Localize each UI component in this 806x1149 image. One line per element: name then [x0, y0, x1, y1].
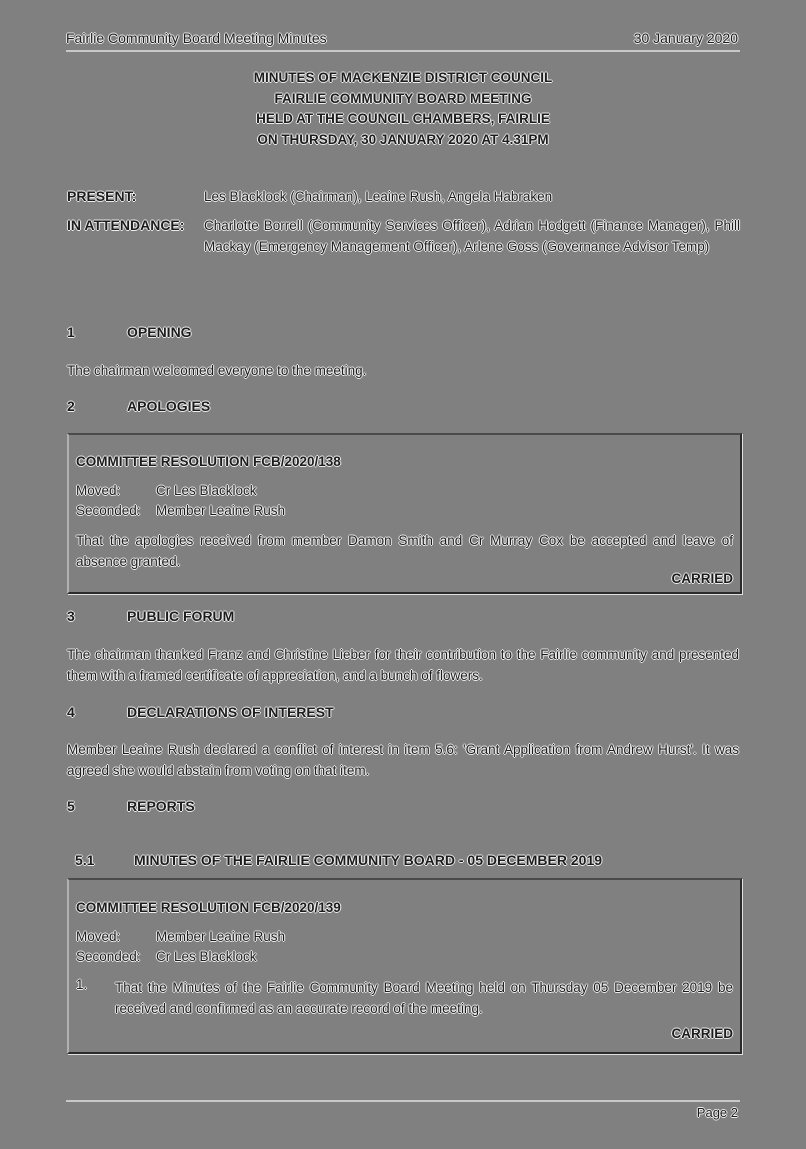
- document-title: [0, 68, 806, 150]
- section-number: 2: [67, 398, 75, 414]
- seconded-label: Seconded:: [76, 949, 141, 964]
- title-line-2: FAIRLIE COMMUNITY BOARD MEETING: [274, 90, 532, 106]
- moved-row: [76, 929, 285, 944]
- resolution-title: COMMITTEE RESOLUTION FCB/2020/139: [76, 900, 341, 915]
- section-title-public-forum: PUBLIC FORUM: [127, 608, 235, 624]
- section-body-declarations: Member Leaine Rush declared a conflict of interest in item 5.6: 'Grant Application from Andrew Hurst'. It was agreed she would abstain from voting on that item.: [67, 742, 739, 778]
- resolution-box: [67, 433, 742, 594]
- title-line-3: HELD AT THE COUNCIL CHAMBERS, FAIRLIE: [256, 111, 550, 126]
- present-value: Les Blacklock (Chairman), Leaine Rush, Angela Habraken: [204, 189, 553, 204]
- footer-divider: [66, 1100, 740, 1102]
- moved-value: Cr Les Blacklock: [156, 483, 257, 498]
- title-line-1: MINUTES OF MACKENZIE DISTRICT COUNCIL: [253, 70, 553, 85]
- resolution-title: COMMITTEE RESOLUTION FCB/2020/138: [76, 454, 341, 469]
- resolution-body: That the apologies received from member Damon Smith and Cr Murray Cox be accepted and leave of absence granted.: [76, 533, 733, 569]
- section-number: 1: [67, 324, 75, 340]
- moved-value: Member Leaine Rush: [156, 929, 286, 944]
- resolution-body: That the Minutes of the Fairlie Community Board Meeting held on Thursday 05 December 2019 be received and confirmed as an accurate record of the meeting.: [115, 980, 733, 1016]
- seconded-value: Member Leaine Rush: [156, 503, 286, 518]
- section-number: 4: [67, 704, 75, 720]
- running-header-title: Fairlie Community Board Meeting Minutes: [66, 30, 327, 46]
- subsection-number: 5.1: [75, 852, 95, 868]
- header-divider: [66, 50, 740, 52]
- subsection-title: MINUTES OF THE FAIRLIE COMMUNITY BOARD - 05 DECEMBER 2019: [134, 852, 603, 868]
- section-body-opening: The chairman welcomed everyone to the meeting.: [67, 363, 367, 378]
- moved-label: Moved:: [76, 929, 121, 944]
- present-label: PRESENT:: [67, 188, 137, 204]
- section-title-opening: OPENING: [127, 324, 192, 340]
- section-title-apologies: APOLOGIES: [127, 398, 211, 414]
- seconded-value: Cr Les Blacklock: [156, 949, 257, 964]
- resolution-status: CARRIED: [671, 571, 733, 586]
- seconded-row: [76, 949, 257, 964]
- moved-label: Moved:: [76, 483, 121, 498]
- attendance-value: Charlotte Borrell (Community Services Officer), Adrian Hodgett (Finance Manager), Phill Mackay (Emergency Management Officer), Arlene Goss (Governance Advisor Temp): [204, 218, 740, 254]
- title-line-4: ON THURSDAY, 30 JANUARY 2020 AT 4.31PM: [257, 131, 549, 147]
- seconded-label: Seconded:: [76, 503, 141, 518]
- section-title-reports: REPORTS: [127, 798, 195, 814]
- section-number: 3: [67, 608, 75, 624]
- moved-row: [76, 483, 257, 498]
- seconded-row: [76, 503, 285, 518]
- section-number: 5: [67, 798, 75, 814]
- section-body-public-forum: The chairman thanked Franz and Christine Lieber for their contribution to the Fairlie community and presented them with a framed certificate of appreciation, and a bunch of flowers.: [67, 647, 739, 683]
- page-number: Page 2: [696, 1105, 738, 1120]
- attendance-label: IN ATTENDANCE:: [67, 217, 185, 233]
- resolution-box: [67, 878, 742, 1054]
- section-title-declarations: DECLARATIONS OF INTEREST: [127, 704, 334, 720]
- list-item-number: 1.: [76, 977, 88, 992]
- running-header-date: 30 January 2020: [633, 30, 738, 46]
- resolution-status: CARRIED: [671, 1026, 733, 1041]
